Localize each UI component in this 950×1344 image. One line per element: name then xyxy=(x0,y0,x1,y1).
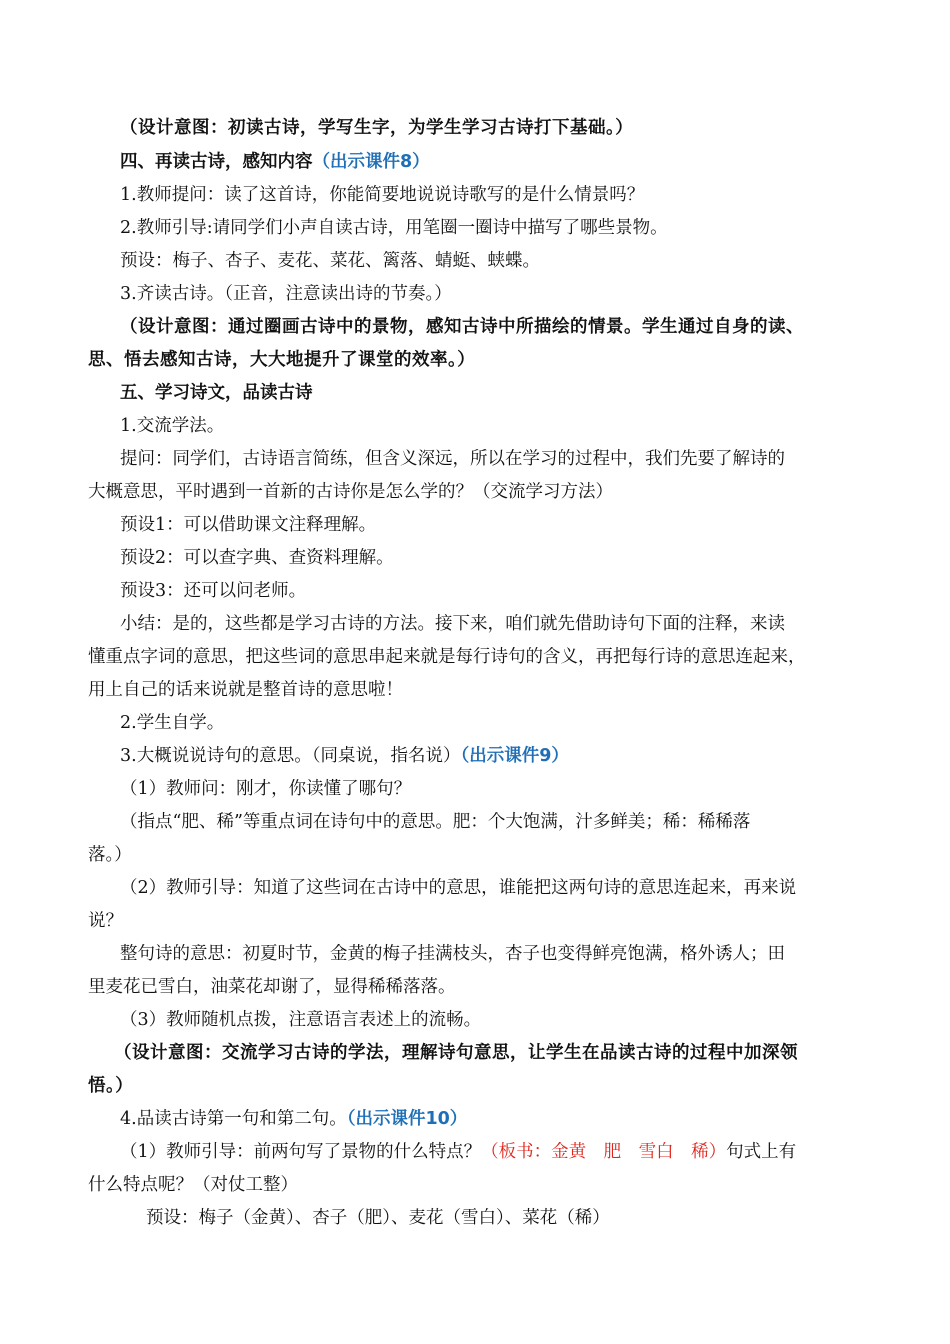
design-intent-paragraph: （设计意图：交流学习古诗的学法，理解诗句意思，让学生在品读古诗的过程中加深领 xyxy=(114,1043,798,1063)
paragraph: 预设2：可以查字典、查资料理解。 xyxy=(120,548,394,568)
paragraph-cont: 说？ xyxy=(88,911,123,931)
paragraph-text: 3.大概说说诗句的意思。（同桌说，指名说） xyxy=(120,746,461,766)
paragraph-cont: 里麦花已雪白，油菜花却谢了，显得稀稀落落。 xyxy=(88,977,456,997)
paragraph: 预设1：可以借助课文注释理解。 xyxy=(120,515,377,535)
paragraph-text: 4.品读古诗第一句和第二句。 xyxy=(120,1109,347,1129)
courseware-tag: （出示课件9） xyxy=(460,746,569,766)
design-intent-paragraph-cont: 思、悟去感知古诗，大大地提升了课堂的效率。） xyxy=(88,350,476,370)
section-heading-5: 五、学习诗文，品读古诗 xyxy=(120,383,313,403)
paragraph: （3）教师随机点拨，注意语言表述上的流畅。 xyxy=(120,1010,482,1030)
paragraph xyxy=(120,1107,900,1131)
section-heading-4 xyxy=(120,150,900,174)
paragraph: 1.交流学法。 xyxy=(120,416,225,436)
paragraph-cont: 落。） xyxy=(88,845,132,865)
paragraph: 3.齐读古诗。（正音，注意读出诗的节奏。） xyxy=(120,284,452,304)
design-intent-paragraph-cont: 悟。） xyxy=(88,1076,134,1096)
paragraph: 预设：梅子（金黄）、杏子（肥）、麦花（雪白）、菜花（稀） xyxy=(146,1208,610,1228)
paragraph: （指点“肥、稀”等重点词在诗句中的意思。肥：个大饱满，汁多鲜美；稀：稀稀落 xyxy=(120,812,751,832)
design-intent-paragraph: （设计意图：通过圈画古诗中的景物，感知古诗中所描绘的情景。学生通过自身的读、 xyxy=(120,317,804,337)
paragraph xyxy=(120,744,900,768)
board-note: （板书：金黄 肥 雪白 稀） xyxy=(481,1142,727,1162)
paragraph-cont: 用上自己的话来说就是整首诗的意思啦！ xyxy=(88,680,403,700)
design-intent-paragraph: （设计意图：初读古诗，学写生字，为学生学习古诗打下基础。） xyxy=(120,118,634,138)
paragraph: 2.学生自学。 xyxy=(120,713,225,733)
paragraph xyxy=(120,1140,900,1164)
section-title: 四、再读古诗，感知内容 xyxy=(120,152,313,172)
paragraph: 2.教师引导:请同学们小声自读古诗，用笔圈一圈诗中描写了哪些景物。 xyxy=(120,218,668,238)
courseware-tag: （出示课件8） xyxy=(312,152,430,172)
paragraph-cont: 大概意思，平时遇到一首新的古诗你是怎么学的？（交流学习方法） xyxy=(88,482,613,502)
paragraph: 整句诗的意思：初夏时节，金黄的梅子挂满枝头，杏子也变得鲜亮饱满，格外诱人；田 xyxy=(120,944,785,964)
paragraph: 小结：是的，这些都是学习古诗的方法。接下来，咱们就先借助诗句下面的注释，来读 xyxy=(120,614,785,634)
paragraph: （1）教师问：刚才，你读懂了哪句？ xyxy=(120,779,412,799)
courseware-tag: （出示课件10） xyxy=(346,1109,468,1129)
paragraph: 预设：梅子、杏子、麦花、菜花、篱落、蜻蜓、蛱蝶。 xyxy=(120,251,540,271)
paragraph: 1.教师提问：读了这首诗，你能简要地说说诗歌写的是什么情景吗？ xyxy=(120,185,645,205)
paragraph-cont: 懂重点字词的意思，把这些词的意思串起来就是每行诗句的含义，再把每行诗的意思连起来， xyxy=(88,647,806,667)
paragraph-text: （1）教师引导：前两句写了景物的什么特点？ xyxy=(120,1142,482,1162)
paragraph: 提问：同学们，古诗语言简练，但含义深远，所以在学习的过程中，我们先要了解诗的 xyxy=(120,449,785,469)
paragraph-cont: 什么特点呢？（对仗工整） xyxy=(88,1175,298,1195)
paragraph: 预设3：还可以问老师。 xyxy=(120,581,307,601)
paragraph-text: 句式上有 xyxy=(726,1142,797,1162)
paragraph: （2）教师引导：知道了这些词在古诗中的意思，谁能把这两句诗的意思连起来，再来说 xyxy=(120,878,797,898)
